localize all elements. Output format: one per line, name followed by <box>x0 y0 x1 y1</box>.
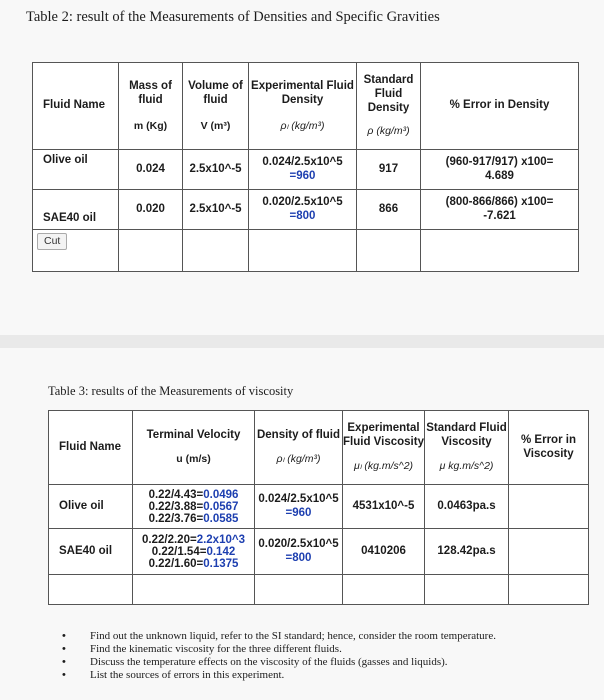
list-item: • Find the kinematic viscosity for the three different fluids. <box>62 643 496 656</box>
header-mass: Mass of fluid m (Kg) <box>119 63 183 150</box>
table2-caption: Table 2: result of the Measurements of Densities and Specific Gravities <box>26 9 440 25</box>
header-volume: Volume of fluid V (m³) <box>183 63 249 150</box>
table-row <box>49 529 589 575</box>
row-exp-viscosity: 0410206 <box>343 529 425 575</box>
row-exp-density: 0.020/2.5x10^5 =800 <box>249 190 357 230</box>
row-velocity: 0.22/4.43=0.0496 0.22/3.88=0.0567 0.22/3.76=0.0585 <box>133 485 255 529</box>
header-fluid-name: Fluid Name <box>49 411 133 485</box>
row-std-density: 917 <box>357 150 421 190</box>
row-fluid-name: Olive oil <box>33 150 119 190</box>
row-mass: 0.024 <box>119 150 183 190</box>
row-fluid-name: Olive oil <box>49 485 133 529</box>
header-exp-viscosity: Experimental Fluid Viscosity μₗ (kg.m/s^2) <box>343 411 425 485</box>
row-volume: 2.5x10^-5 <box>183 190 249 230</box>
row-volume: 2.5x10^-5 <box>183 150 249 190</box>
row-error <box>509 529 589 575</box>
empty-cell <box>119 230 183 272</box>
empty-cell <box>357 230 421 272</box>
empty-cell <box>343 575 425 605</box>
density-table <box>32 62 579 272</box>
viscosity-table <box>48 410 589 605</box>
header-error: % Error in Viscosity <box>509 411 589 485</box>
table-row <box>33 190 579 230</box>
cut-button[interactable]: Cut <box>37 233 67 250</box>
table-row <box>49 485 589 529</box>
row-mass: 0.020 <box>119 190 183 230</box>
row-density: 0.020/2.5x10^5 =800 <box>255 529 343 575</box>
table-row <box>33 150 579 190</box>
header-velocity: Terminal Velocity u (m/s) <box>133 411 255 485</box>
row-std-viscosity: 0.0463pa.s <box>425 485 509 529</box>
list-item: • Find out the unknown liquid, refer to the SI standard; hence, consider the room temperature. <box>62 630 496 643</box>
empty-cell <box>133 575 255 605</box>
list-item: • List the sources of errors in this experiment. <box>62 669 496 682</box>
row-density: 0.024/2.5x10^5 =960 <box>255 485 343 529</box>
row-std-density: 866 <box>357 190 421 230</box>
header-density: Density of fluid ρₗ (kg/m³) <box>255 411 343 485</box>
empty-cell <box>425 575 509 605</box>
header-std-viscosity: Standard Fluid Viscosity μ kg.m/s^2) <box>425 411 509 485</box>
table-row <box>49 575 589 605</box>
cut-cell <box>33 230 119 272</box>
table3-caption: Table 3: results of the Measurements of viscosity <box>48 384 294 398</box>
empty-cell <box>183 230 249 272</box>
header-error: % Error in Density <box>421 63 579 150</box>
empty-cell <box>509 575 589 605</box>
table-header-row <box>49 411 589 485</box>
row-error: (960-917/917) x100= 4.689 <box>421 150 579 190</box>
header-fluid-name: Fluid Name <box>33 63 119 150</box>
row-exp-density: 0.024/2.5x10^5 =960 <box>249 150 357 190</box>
header-std-density: Standard Fluid Density ρ (kg/m³) <box>357 63 421 150</box>
table-row <box>33 230 579 272</box>
row-fluid-name: SAE40 oil <box>33 190 119 230</box>
table-header-row <box>33 63 579 150</box>
empty-cell <box>255 575 343 605</box>
list-item: • Discuss the temperature effects on the viscosity of the fluids (gasses and liquids). <box>62 656 496 669</box>
instructions-list <box>62 630 496 682</box>
empty-cell <box>421 230 579 272</box>
row-velocity: 0.22/2.20=2.2x10^3 0.22/1.54=0.142 0.22/1.60=0.1375 <box>133 529 255 575</box>
empty-cell <box>249 230 357 272</box>
header-exp-density: Experimental Fluid Density ρₗ (kg/m³) <box>249 63 357 150</box>
row-fluid-name: SAE40 oil <box>49 529 133 575</box>
empty-cell <box>49 575 133 605</box>
row-std-viscosity: 128.42pa.s <box>425 529 509 575</box>
row-error <box>509 485 589 529</box>
row-exp-viscosity: 4531x10^-5 <box>343 485 425 529</box>
row-error: (800-866/866) x100= -7.621 <box>421 190 579 230</box>
